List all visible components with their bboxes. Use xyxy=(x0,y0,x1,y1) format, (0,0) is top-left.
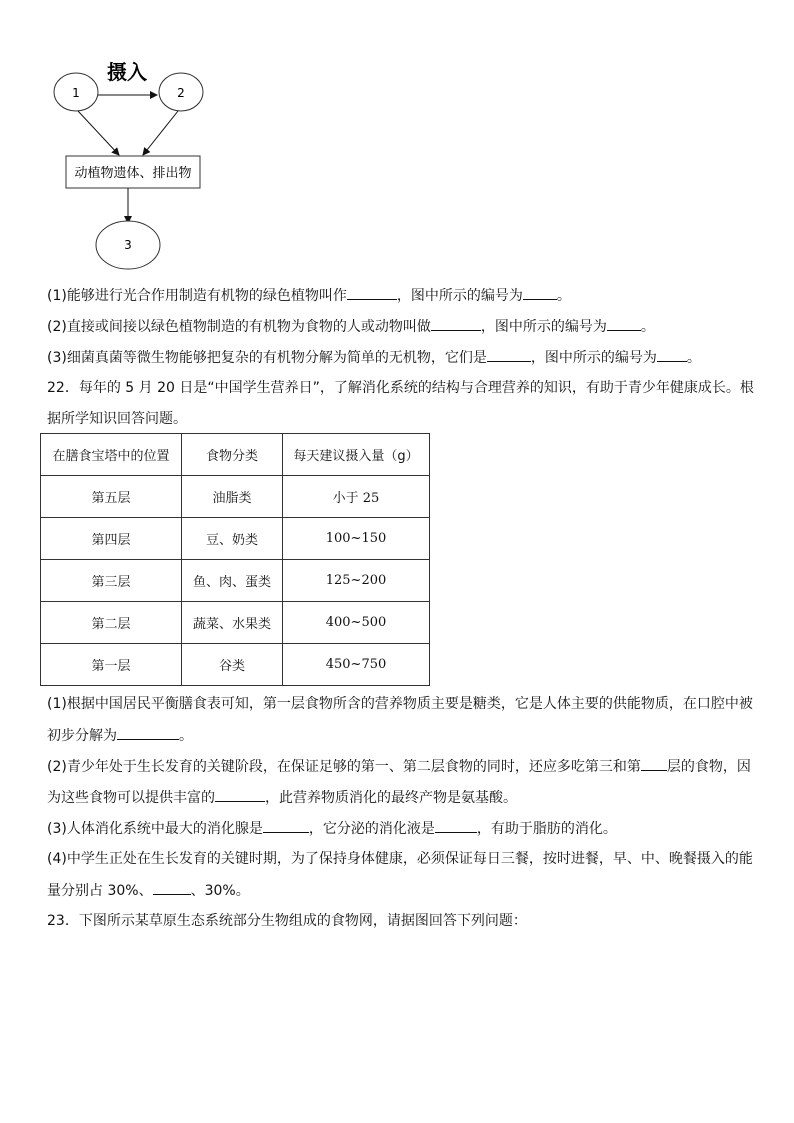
table-cell: 蔬菜、水果类 xyxy=(182,602,283,644)
table-cell: 第一层 xyxy=(41,644,182,686)
answer-blank[interactable] xyxy=(347,285,397,300)
arrow-2-to-box xyxy=(143,111,178,155)
answer-blank[interactable] xyxy=(523,285,557,300)
answer-blank[interactable] xyxy=(215,787,265,802)
answer-blank[interactable] xyxy=(117,725,179,740)
table-cell: 第五层 xyxy=(41,476,182,518)
table-header: 每天建议摄入量（g） xyxy=(283,434,430,476)
answer-blank[interactable] xyxy=(641,756,667,771)
table-row xyxy=(41,476,430,518)
answer-blank[interactable] xyxy=(435,818,477,833)
table-header: 食物分类 xyxy=(182,434,283,476)
table-cell: 第二层 xyxy=(41,602,182,644)
q21-part3: (3)细菌真菌等微生物能够把复杂的有机物分解为简单的无机物，它们是 ，图中所示的编号为 。 xyxy=(47,347,701,368)
q22-part1-line1: (1)根据中国居民平衡膳食表可知，第一层食物所含的营养物质主要是糖类，它是人体主要的供能物质，在口腔中被 xyxy=(47,696,753,712)
table-cell: 油脂类 xyxy=(182,476,283,518)
node-3-label: 3 xyxy=(124,238,132,252)
answer-blank[interactable] xyxy=(153,880,191,895)
q21-part1: (1)能够进行光合作用制造有机物的绿色植物叫作 ，图中所示的编号为 。 xyxy=(47,285,571,306)
q22-part2-line2: 为这些食物可以提供丰富的 ，此营养物质消化的最终产物是氨基酸。 xyxy=(47,787,517,808)
q22-part1-line2: 初步分解为 。 xyxy=(47,725,193,746)
remains-box-label: 动植物遗体、排出物 xyxy=(74,166,192,181)
table-cell: 400~500 xyxy=(283,602,430,644)
q22-part3: (3)人体消化系统中最大的消化腺是 ，它分泌的消化液是 ，有助于脂肪的消化。 xyxy=(47,818,617,839)
dietary-pyramid-table xyxy=(40,433,430,686)
q22-intro-line1: 22．每年的 5 月 20 日是“中国学生营养日”，了解消化系统的结构与合理营养的知识，有助于青少年健康成长。根 xyxy=(47,380,754,396)
q22-part2-line1: (2)青少年处于生长发育的关键阶段，在保证足够的第一、第二层食物的同时，还应多吃第三和第 层的食物，因 xyxy=(47,756,751,777)
table-header: 在膳食宝塔中的位置 xyxy=(41,434,182,476)
table-cell: 鱼、肉、蛋类 xyxy=(182,560,283,602)
node-1-label: 1 xyxy=(72,86,80,100)
table-cell: 谷类 xyxy=(182,644,283,686)
table-row xyxy=(41,602,430,644)
table-cell: 125~200 xyxy=(283,560,430,602)
table-row xyxy=(41,518,430,560)
q23-intro: 23．下图所示某草原生态系统部分生物组成的食物网，请据图回答下列问题： xyxy=(47,913,527,929)
table-cell: 豆、奶类 xyxy=(182,518,283,560)
table-row xyxy=(41,644,430,686)
food-chain-diagram xyxy=(40,55,240,275)
answer-blank[interactable] xyxy=(263,818,309,833)
diagram-title: 摄入 xyxy=(107,60,147,84)
arrow-1-to-box xyxy=(78,111,119,155)
q21-part2: (2)直接或间接以绿色植物制造的有机物为食物的人或动物叫做 ，图中所示的编号为 。 xyxy=(47,316,655,337)
table-cell: 450~750 xyxy=(283,644,430,686)
answer-blank[interactable] xyxy=(657,347,687,362)
answer-blank[interactable] xyxy=(607,316,641,331)
answer-blank[interactable] xyxy=(487,347,531,362)
table-cell: 第四层 xyxy=(41,518,182,560)
answer-blank[interactable] xyxy=(431,316,481,331)
table-row xyxy=(41,560,430,602)
node-2-label: 2 xyxy=(177,86,185,100)
table-cell: 100~150 xyxy=(283,518,430,560)
table-header-row xyxy=(41,434,430,476)
table-cell: 小于 25 xyxy=(283,476,430,518)
q22-part4-line1: (4)中学生正处在生长发育的关键时期，为了保持身体健康，必须保证每日三餐，按时进餐，早、中、晚餐摄入的能 xyxy=(47,851,753,867)
table-cell: 第三层 xyxy=(41,560,182,602)
q22-intro-line2: 据所学知识回答问题。 xyxy=(47,411,187,427)
q22-part4-line2: 量分别占 30%、 、30%。 xyxy=(47,880,250,901)
